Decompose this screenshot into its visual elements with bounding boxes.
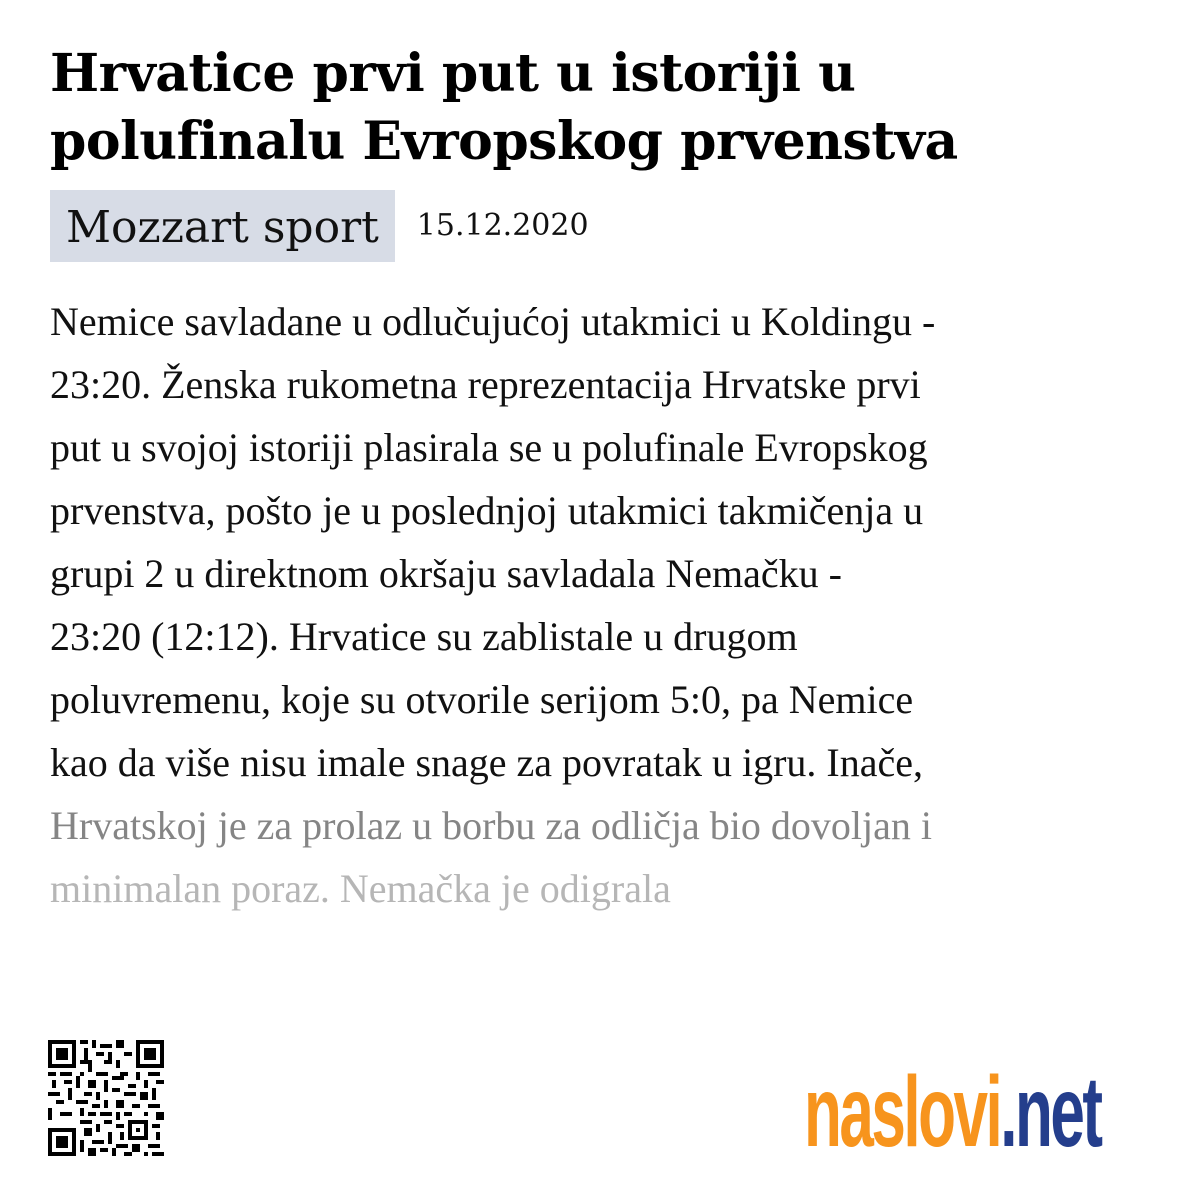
body-line: poluvremenu, koje su otvorile serijom 5:0, pa Nemice <box>50 677 914 722</box>
body-line: Nemice savladane u odlučujućoj utakmici u Koldingu - <box>50 299 936 344</box>
body-line: 23:20 (12:12). Hrvatice su zablistale u drugom <box>50 614 798 659</box>
body-line: put u svojoj istoriji plasirala se u polufinale Evropskog <box>50 425 928 470</box>
body-line-faded: minimalan poraz. Nemačka je odigrala <box>50 866 671 911</box>
article <box>50 40 1160 920</box>
publish-date: 15.12.2020 <box>416 208 589 243</box>
title-line: polufinalu Evropskog prvenstva <box>50 111 958 172</box>
article-meta <box>50 190 1160 262</box>
logo-text-primary: naslovi <box>804 1056 1001 1168</box>
naslovi-logo[interactable] <box>804 1056 1101 1168</box>
article-title <box>50 40 1160 176</box>
article-body <box>50 290 1150 920</box>
title-line: Hrvatice prvi put u istoriji u <box>50 43 856 104</box>
qr-code-icon <box>48 1040 164 1156</box>
source-badge[interactable]: Mozzart sport <box>50 190 395 262</box>
body-line-faded: Hrvatskoj je za prolaz u borbu za odličja bio dovoljan i <box>50 803 932 848</box>
body-line: grupi 2 u direktnom okršaju savladala Nemačku - <box>50 551 842 596</box>
logo-text-secondary: .net <box>1000 1056 1101 1168</box>
body-line: 23:20. Ženska rukometna reprezentacija Hrvatske prvi <box>50 362 921 407</box>
body-line: kao da više nisu imale snage za povratak u igru. Inače, <box>50 740 924 785</box>
body-line: prvenstva, pošto je u poslednjoj utakmici takmičenja u <box>50 488 924 533</box>
